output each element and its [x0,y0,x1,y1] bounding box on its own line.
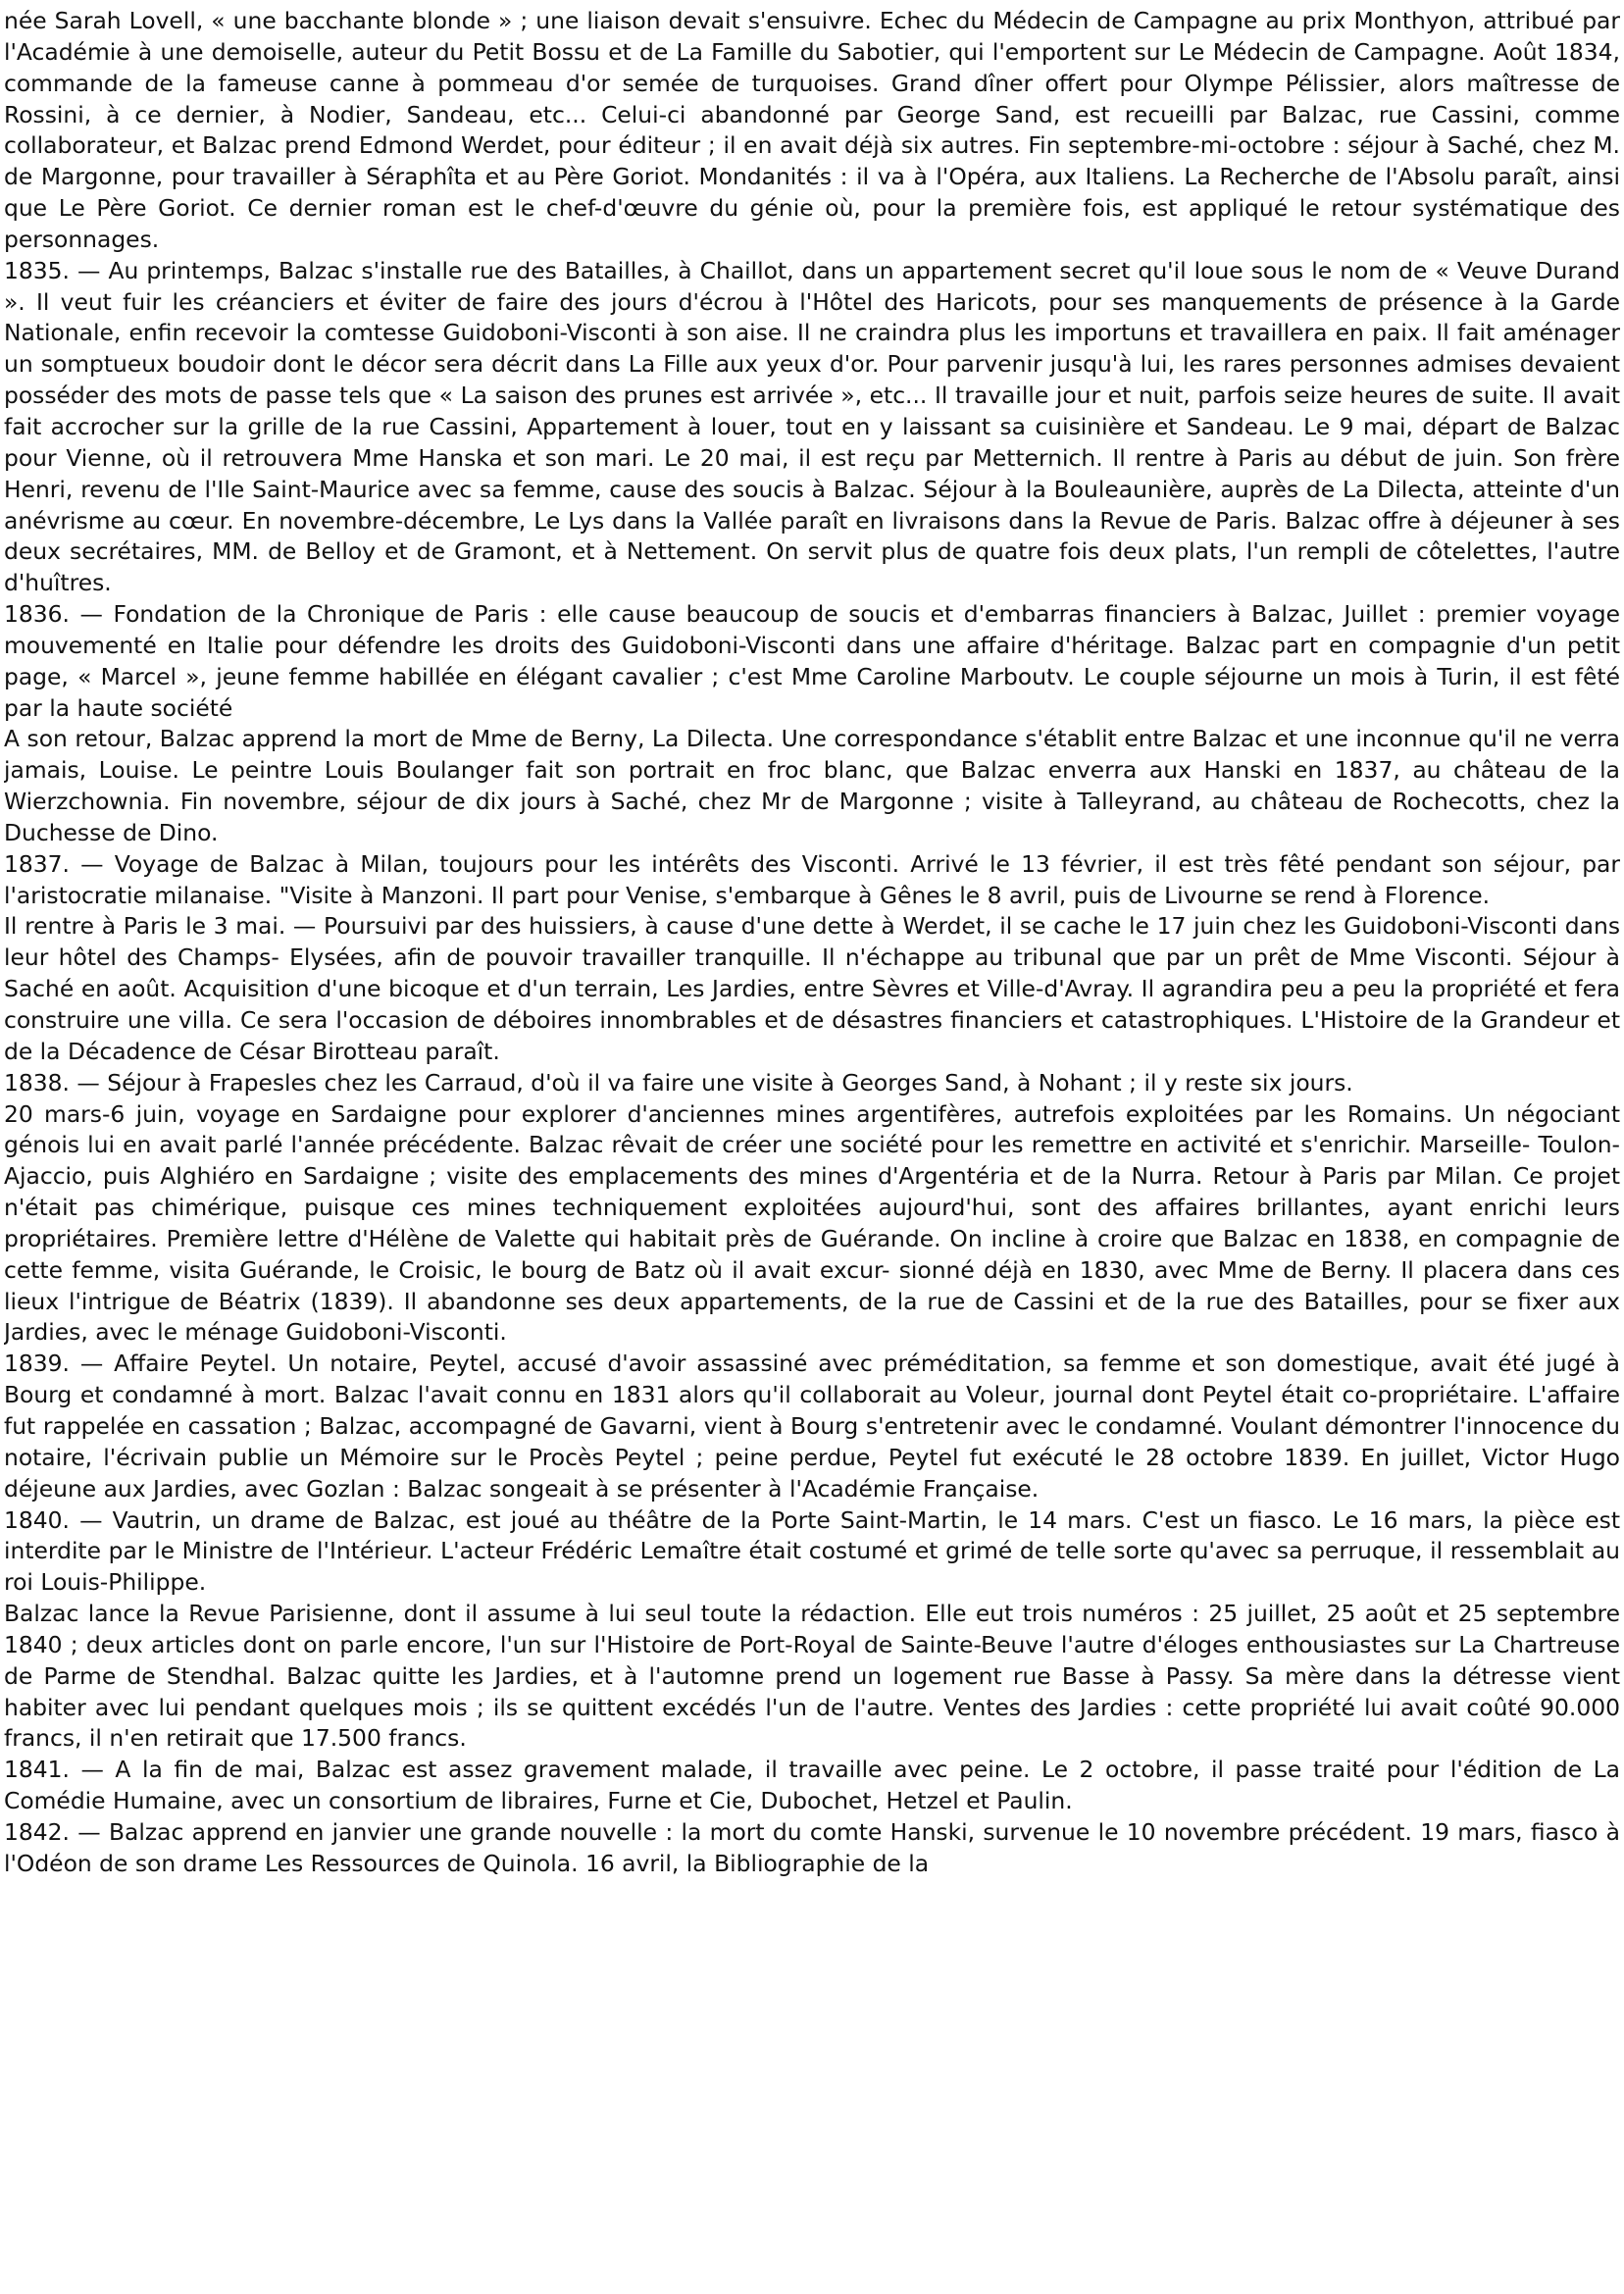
paragraph-1834-continued: née Sarah Lovell, « une bacchante blonde » ; une liaison devait s'ensuivre. Echec du Médecin de Campagne au prix Monthyon, attribué par l'Académie à une demoiselle, auteur du Petit Bossu et de La Famille du Sabotier, qui l'emportent sur Le Médecin de Campagne. Août 1834, commande de la fameuse canne à pommeau d'or semée de turquoises. Grand dîner offert pour Olympe Pélissier, alors maîtresse de Rossini, à ce dernier, à Nodier, Sandeau, etc... Celui-ci abandonné par George Sand, est recueilli par Balzac, rue Cassini, comme collaborateur, et Balzac prend Edmond Werdet, pour éditeur ; il en avait déjà six autres. Fin septembre-mi-octobre : séjour à Saché, chez M. de Margonne, pour travailler à Séraphîta et au Père Goriot. Mondanités : il va à l'Opéra, aux Italiens. La Recherche de l'Absolu paraît, ainsi que Le Père Goriot. Ce dernier roman est le chef-d'œuvre du génie où, pour la première fois, est appliqué le retour systématique des personnages. [4,7,1620,253]
paragraph-1838: 1838. — Séjour à Frapesles chez les Carraud, d'où il va faire une visite à Georges Sand, à Nohant ; il y reste six jours. [4,1068,1353,1096]
paragraph-1835: 1835. — Au printemps, Balzac s'installe rue des Batailles, à Chaillot, dans un appartement secret qu'il loue sous le nom de « Veuve Durand ». Il veut fuir les créanciers et éviter de faire des jours d'écrou à l'Hôtel des Haricots, pour ses manquements de présence à la Garde Nationale, enfin recevoir la comtesse Guidoboni-Visconti à son aise. Il ne craindra plus les importuns et travaillera en paix. Il fait aménager un somptueux boudoir dont le décor sera décrit dans La Fille aux yeux d'or. Pour parvenir jusqu'à lui, les rares personnes admises devaient posséder des mots de passe tels que « La saison des prunes est arrivée », etc... Il travaille jour et nuit, parfois seize heures de suite. Il avait fait accrocher sur la grille de la rue Cassini, Appartement à louer, tout en y laissant sa cuisinière et Sandeau. Le 9 mai, départ de Balzac pour Vienne, où il retrouvera Mme Hanska et son mari. Le 20 mai, il est reçu par Metternich. Il rentre à Paris au début de juin. Son frère Henri, revenu de l'Ile Saint-Maurice avec sa femme, cause des soucis à Balzac. Séjour à la Bouleaunière, auprès de La Dilecta, atteinte d'un anévrisme au cœur. En novembre-décembre, Le Lys dans la Vallée paraît en livraisons dans la Revue de Paris. Balzac offre à déjeuner à ses deux secrétaires, MM. de Belloy et de Gramont, et à Nettement. On servit plus de quatre fois deux plats, l'un rempli de côtelettes, l'autre d'huîtres. [4,256,1620,597]
document-page [4,6,1620,2289]
paragraph-1836: 1836. — Fondation de la Chronique de Paris : elle cause beaucoup de soucis et d'embarras financiers à Balzac, Juillet : premier voyage mouvementé en Italie pour défendre les droits des Guidoboni-Visconti dans une affaire d'héritage. Balzac part en compagnie d'un petit page, « Marcel », jeune femme habillée en élégant cavalier ; c'est Mme Caroline Marboutv. Le couple séjourne un mois à Turin, il est fêté par la haute société [4,600,1620,722]
paragraph-1840-revue: Balzac lance la Revue Parisienne, dont il assume à lui seul toute la rédaction. Elle eut trois numéros : 25 juillet, 25 août et 25 septembre 1840 ; deux articles dont on parle encore, l'un sur l'Histoire de Port-Royal de Sainte-Beuve l'autre d'éloges enthousiastes sur La Chartreuse de Parme de Stendhal. Balzac quitte les Jardies, et à l'automne prend un logement rue Basse à Passy. Sa mère dans la détresse vient habiter avec lui pendant quelques mois ; ils se quittent excédés l'un de l'autre. Ventes des Jardies : cette propriété lui avait coûté 90.000 francs, il n'en retirait que 17.500 francs. [4,1600,1620,1753]
paragraph-1838-sardaigne: 20 mars-6 juin, voyage en Sardaigne pour explorer d'anciennes mines argentifères, autrefois exploitées par les Romains. Un négociant génois lui en avait parlé l'année précédente. Balzac rêvait de créer une société pour les remettre en activité et s'enrichir. Marseille- Toulon-Ajaccio, puis Alghiéro en Sardaigne ; visite des emplacements des mines d'Argentéria et de la Nurra. Retour à Paris par Milan. Ce projet n'était pas chimérique, puisque ces mines techniquement exploitées aujourd'hui, sont des affaires brillantes, ayant enrichi leurs propriétaires. Première lettre d'Hélène de Valette qui habitait près de Guérande. On incline à croire que Balzac en 1838, en compagnie de cette femme, visita Guérande, le Croisic, le bourg de Batz où il avait excur- sionné déjà en 1830, avec Mme de Berny. Il placera dans ces lieux l'intrigue de Béatrix (1839). Il abandonne ses deux appartements, de la rue de Cassini et de la rue des Batailles, pour se fixer aux Jardies, avec le ménage Guidoboni-Visconti. [4,1099,1620,1347]
paragraph-1836-return: A son retour, Balzac apprend la mort de Mme de Berny, La Dilecta. Une correspondance s'établit entre Balzac et une inconnue qu'il ne verra jamais, Louise. Le peintre Louis Boulanger fait son portrait en froc blanc, que Balzac enverra aux Hanski en 1837, au château de la Wierzchownia. Fin novembre, séjour de dix jours à Saché, chez Mr de Margonne ; visite à Talleyrand, au château de Rochecotts, chez la Duchesse de Dino. [4,725,1620,846]
paragraph-1842: 1842. — Balzac apprend en janvier une grande nouvelle : la mort du comte Hanski, survenue le 10 novembre précédent. 19 mars, fiasco à l'Odéon de son drame Les Ressources de Quinola. 16 avril, la Bibliographie de la [4,1817,1620,1877]
paragraph-1841: 1841. — A la fin de mai, Balzac est assez gravement malade, il travaille avec peine. Le 2 octobre, il passe traité pour l'édition de La Comédie Humaine, avec un consortium de libraires, Furne et Cie, Dubochet, Hetzel et Paulin. [4,1756,1620,1815]
paragraph-1840: 1840. — Vautrin, un drame de Balzac, est joué au théâtre de la Porte Saint-Martin, le 14 mars. C'est un fiasco. Le 16 mars, la pièce est interdite par le Ministre de l'Intérieur. L'acteur Frédéric Lemaître était costumé et grimé de telle sorte qu'avec sa perruque, il ressemblait au roi Louis-Philippe. [4,1505,1620,1597]
paragraph-1837: 1837. — Voyage de Balzac à Milan, toujours pour les intérêts des Visconti. Arrivé le 13 février, il est très fêté pendant son séjour, par l'aristocratie milanaise. "Visite à Manzoni. Il part pour Venise, s'embarque à Gênes le 8 avril, puis de Livourne se rend à Florence. [4,849,1620,909]
paragraph-1837-paris: Il rentre à Paris le 3 mai. — Poursuivi par des huissiers, à cause d'une dette à Werdet, il se cache le 17 juin chez les Guidoboni-Visconti dans leur hôtel des Champs- Elysées, afin de pouvoir travailler tranquille. Il n'échappe au tribunal que par un prêt de Mme Visconti. Séjour à Saché en août. Acquisition d'une bicoque et d'un terrain, Les Jardies, entre Sèvres et Ville-d'Avray. Il agrandira peu a peu la propriété et fera construire une villa. Ce sera l'occasion de déboires innombrables et de désastres financiers et catastrophiques. L'Histoire de la Grandeur et de la Décadence de César Birotteau paraît. [4,912,1620,1065]
paragraph-1839: 1839. — Affaire Peytel. Un notaire, Peytel, accusé d'avoir assassiné avec préméditation, sa femme et son domestique, avait été jugé à Bourg et condamné à mort. Balzac l'avait connu en 1831 alors qu'il collaborait au Voleur, journal dont Peytel était co-propriétaire. L'affaire fut rappelée en cassation ; Balzac, accompagné de Gavarni, vient à Bourg s'entretenir avec le condamné. Voulant démontrer l'innocence du notaire, l'écrivain publie un Mémoire sur le Procès Peytel ; peine perdue, Peytel fut exécuté le 28 octobre 1839. En juillet, Victor Hugo déjeune aux Jardies, avec Gozlan : Balzac songeait à se présenter à l'Académie Française. [4,1350,1620,1503]
